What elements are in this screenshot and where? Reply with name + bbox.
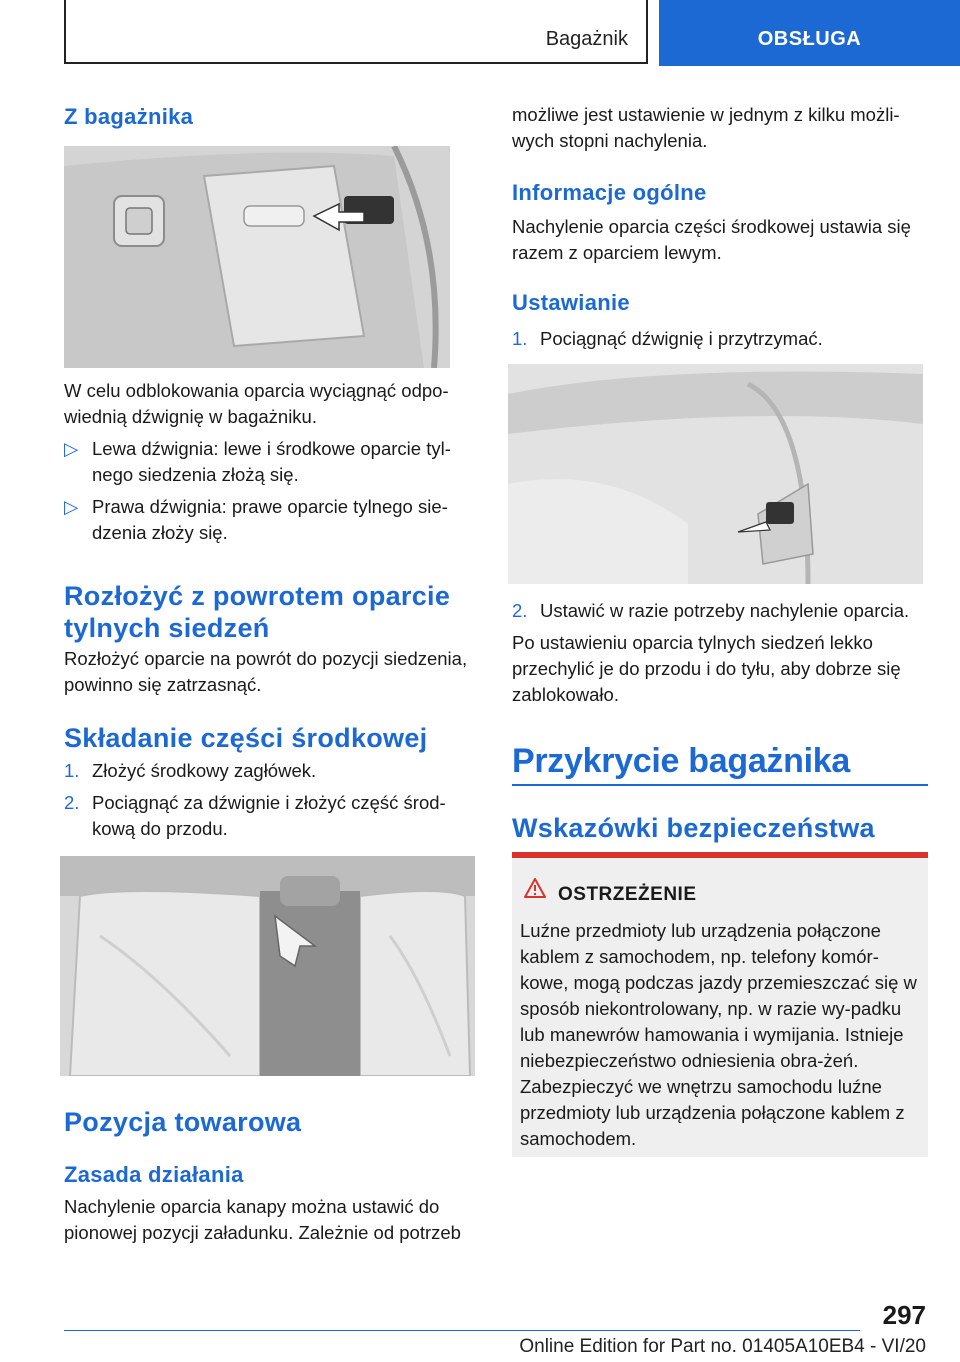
list-item-text: Złożyć środkowy zagłówek. (92, 760, 317, 781)
heading-cargo-position: Pozycja towarowa (64, 1107, 302, 1137)
heading-trunk-cover: Przykrycie bagażnika (512, 742, 850, 780)
list-item-text: Pociągnąć dźwignię i przytrzymać. (540, 328, 823, 349)
section-title: Bagażnik (545, 28, 628, 50)
page-number: 297 (882, 1300, 926, 1330)
heading-fold-back: Rozłożyć z powrotem oparcie tylnych siedzeń (64, 581, 451, 643)
heading-principle: Zasada działania (64, 1162, 244, 1187)
warning-text: Luźne przedmioty lub urządzenia połączone kablem z samochodem, np. telefony komór-kowe, mogą podczas jazdy przemieszczać się w sposób niekontrolowany, np. w razie wy-padku lub manewrów hamowania i wymijania. Istnieje niebezpieczeństwo odniesienia obra-żeń. Zabezpieczyć we wnętrzu samochodu luźne przedmioty lub urządzenia połączone kablem z samochodem. (520, 920, 917, 1149)
list-item (64, 436, 464, 488)
list-item (512, 326, 924, 352)
list-item (512, 598, 924, 624)
list-item-text: Lewa dźwignia: lewe i środkowe oparcie tyl-nego siedzenia złożą się. (92, 438, 451, 485)
list-item-text: Prawa dźwignia: prawe oparcie tylnego sie-dzenia złoży się. (92, 496, 448, 543)
list-item (64, 494, 464, 546)
heading-rule (512, 784, 928, 786)
tab-label: OBSŁUGA (757, 28, 862, 50)
paragraph-principle: Nachylenie oparcia kanapy można ustawić do pionowej pozycji załadunku. Zależnie od potrzeb (64, 1196, 461, 1243)
seat-recline-lever-image (508, 364, 923, 584)
header-frame (64, 0, 648, 64)
paragraph-after-adjust: Po ustawieniu oparcia tylnych siedzeń lekko przechylić je do przodu i do tyłu, aby dobrze się zablokowało. (512, 632, 901, 705)
trunk-lever-image (64, 146, 450, 368)
list-item-text: Ustawić w razie potrzeby nachylenie oparcia. (540, 600, 910, 621)
warning-triangle-icon (524, 878, 546, 903)
warning-title: OSTRZEŻENIE (558, 884, 697, 905)
footer-rule (64, 1330, 860, 1331)
rear-seat-center-image (60, 856, 475, 1076)
tab-obsluga[interactable] (659, 0, 960, 66)
heading-from-trunk: Z bagażnika (64, 104, 194, 129)
list-item-text: Pociągnąć za dźwignie i złożyć część środ-kową do przodu. (92, 792, 446, 839)
step-number: 1. (64, 760, 80, 781)
bullet-marker: ▷ (64, 496, 79, 517)
step-number: 1. (512, 328, 528, 349)
heading-general-info: Informacje ogólne (512, 180, 707, 205)
paragraph-general-info: Nachylenie oparcia części środkowej ustawia się razem z oparciem lewym. (512, 216, 911, 263)
bullet-marker: ▷ (64, 438, 79, 459)
step-number: 2. (64, 792, 80, 813)
step-number: 2. (512, 600, 528, 621)
warning-box (512, 852, 928, 1157)
list-item (64, 790, 464, 842)
heading-center-fold: Składanie części środkowej (64, 723, 428, 753)
paragraph-continued: możliwe jest ustawienie w jednym z kilku możli-wych stopni nachylenia. (512, 104, 900, 151)
edition-note: Online Edition for Part no. 01405A10EB4 - VI/20 (519, 1336, 926, 1357)
heading-adjust: Ustawianie (512, 290, 630, 315)
list-item (64, 758, 464, 784)
paragraph-fold-back: Rozłożyć oparcie na powrót do pozycji siedzenia, powinno się zatrzasnąć. (64, 648, 468, 695)
heading-safety: Wskazówki bezpieczeństwa (512, 813, 875, 843)
paragraph-unlock: W celu odblokowania oparcia wyciągnąć odpo-wiednią dźwignię w bagażniku. (64, 380, 449, 427)
